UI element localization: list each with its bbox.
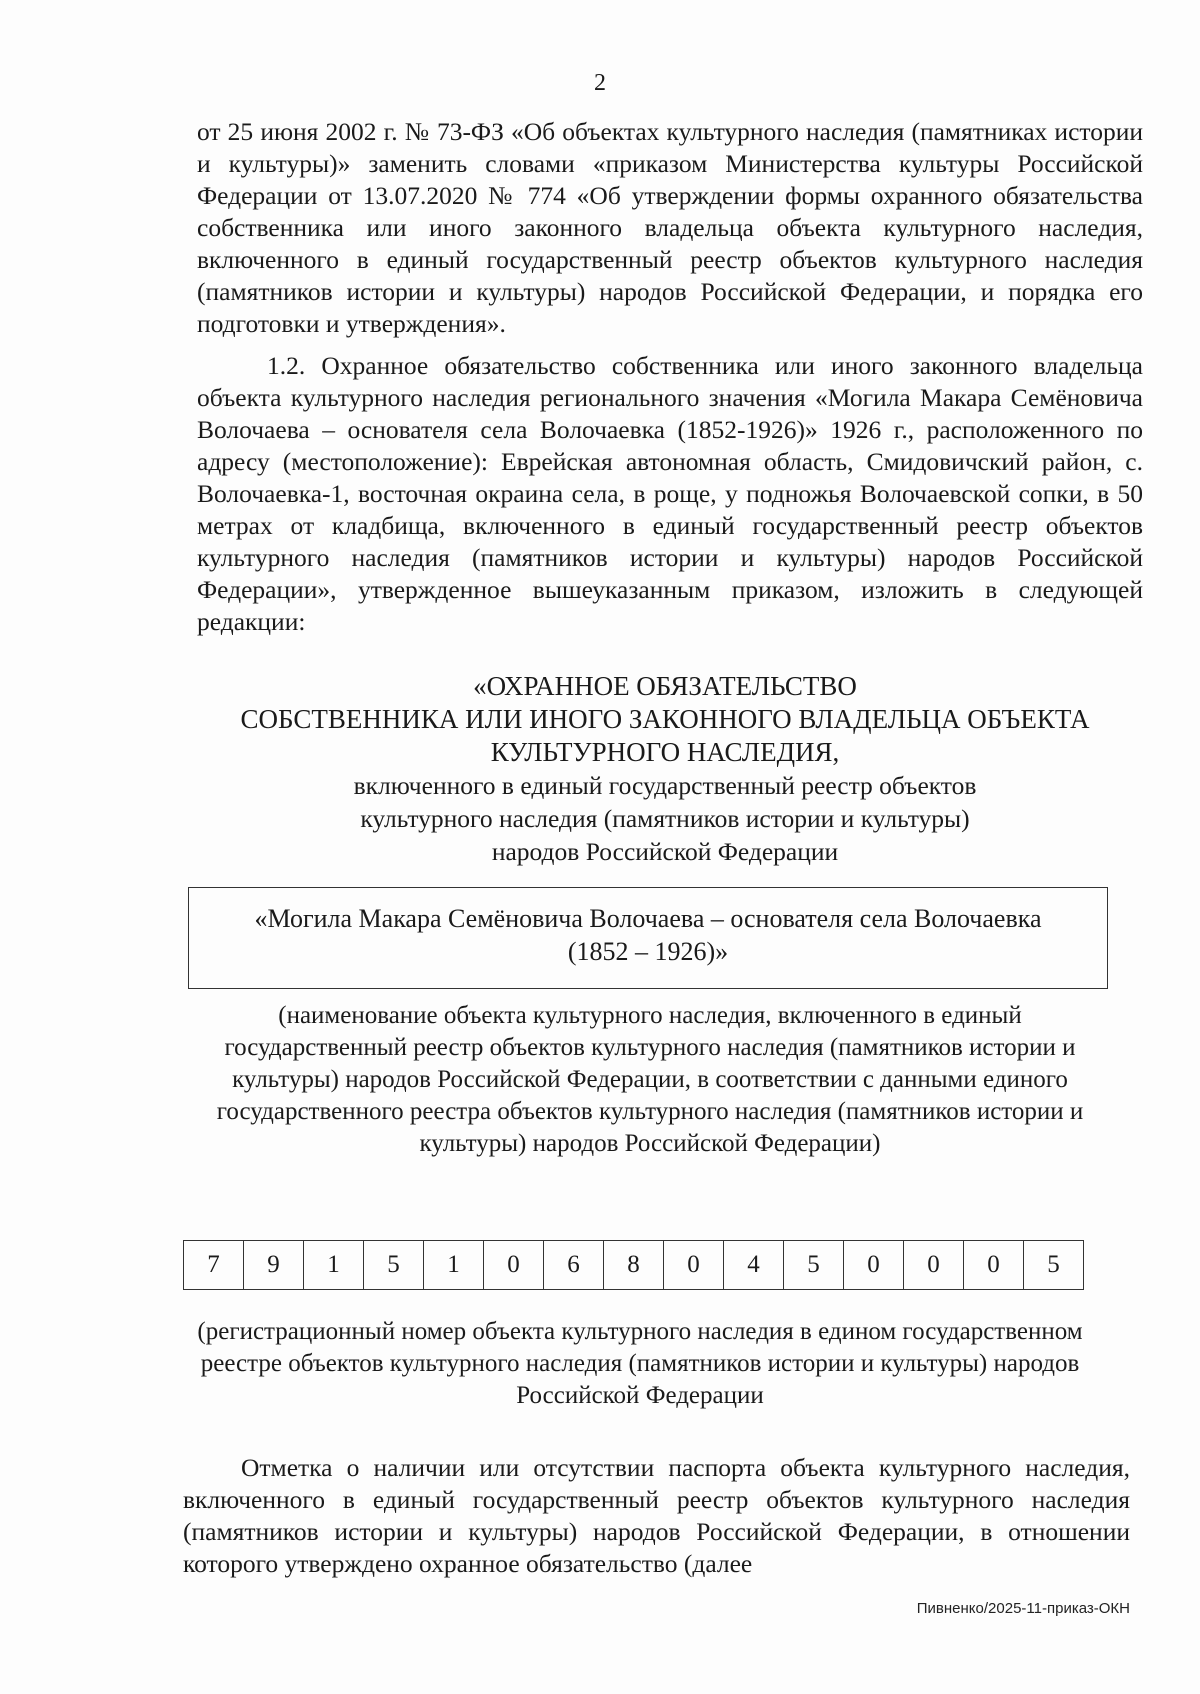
paragraph-passport-note: Отметка о наличии или отсутствии паспорта объекта культурного наследия, включенного в единый государственный реестр объектов культурного наследия (памятников истории и культуры) народов Российской Федерации, в отношении которого утверждено охранное обязательство (далее — [183, 1453, 1130, 1578]
object-name-caption: (наименование объекта культурного наследия, включенного в единый государственный реестр объектов культурного наследия (памятников истории и культуры) народов Российской Федерации, в соответствии с данными единого государственного реестра объектов культурного наследия (памятников истории и культуры) народов Российской Федерации) — [216, 1002, 1084, 1157]
registration-digit: 8 — [604, 1241, 664, 1290]
registration-digit: 9 — [244, 1241, 304, 1290]
registration-number-caption: (регистрационный номер объекта культурного наследия в едином государственном реестре объектов культурного наследия (памятников истории и культуры) народов Российской Федерации — [197, 1318, 1083, 1409]
title-line-6: народов Российской Федерации — [491, 837, 839, 866]
title-line-1: «ОХРАННОЕ ОБЯЗАТЕЛЬСТВО — [473, 671, 857, 701]
paragraph-amendment: от 25 июня 2002 г. № 73-ФЗ «Об объектах культурного наследия (памятниках истории и культуры)» заменить словами «приказом Министерства культуры Российской Федерации от 13.07.2020 № 774 «Об утверждении формы охранного обязательства собственника или иного законного владельца объекта культурного наследия, включенного в единый государственный реестр объектов культурного наследия (памятников истории и культуры) народов Российской Федерации, и порядка его подготовки и утверждения». — [197, 117, 1143, 338]
title-line-4: включенного в единый государственный реестр объектов — [353, 771, 977, 800]
registration-digit: 6 — [544, 1241, 604, 1290]
document-footer-code: Пивненко/2025-11-приказ-ОКН — [916, 1600, 1130, 1617]
registration-digit: 0 — [664, 1241, 724, 1290]
object-name-line-2: (1852 – 1926)» — [567, 937, 729, 966]
registration-number-row — [184, 1241, 1084, 1290]
registration-digit: 5 — [1024, 1241, 1084, 1290]
registration-digit: 1 — [304, 1241, 364, 1290]
title-line-5: культурного наследия (памятников истории и культуры) — [360, 804, 970, 833]
registration-digit: 0 — [964, 1241, 1024, 1290]
registration-number-table — [183, 1240, 1084, 1290]
registration-digit: 0 — [484, 1241, 544, 1290]
registration-digit: 1 — [424, 1241, 484, 1290]
registration-digit: 7 — [184, 1241, 244, 1290]
registration-digit: 5 — [364, 1241, 424, 1290]
paragraph-1-2: 1.2. Охранное обязательство собственника или иного законного владельца объекта культурного наследия регионального значения «Могила Макара Семёновича Волочаева – основателя села Волочаевка (1852-1926)» 1926 г., расположенного по адресу (местоположение): Еврейская автономная область, Смидовичский район, с. Волочаевка-1, восточная окраина села, в роще, у подножья Волочаевской сопки, в 50 метрах от кладбища, включенного в единый государственный реестр объектов культурного наследия (памятников истории и культуры) народов Российской Федерации», утвержденное вышеуказанным приказом, изложить в следующей редакции: — [197, 351, 1143, 636]
object-name-line-1: «Могила Макара Семёновича Волочаева – основателя села Волочаевка — [254, 904, 1042, 933]
registration-digit: 5 — [784, 1241, 844, 1290]
page-number: 2 — [594, 70, 606, 96]
registration-digit: 0 — [844, 1241, 904, 1290]
registration-digit: 4 — [724, 1241, 784, 1290]
object-name-box — [188, 887, 1108, 989]
title-line-2: СОБСТВЕННИКА ИЛИ ИНОГО ЗАКОННОГО ВЛАДЕЛЬЦА ОБЪЕКТА — [240, 704, 1090, 734]
registration-digit: 0 — [904, 1241, 964, 1290]
title-line-3: КУЛЬТУРНОГО НАСЛЕДИЯ, — [490, 737, 840, 767]
obligation-title — [190, 670, 1140, 868]
